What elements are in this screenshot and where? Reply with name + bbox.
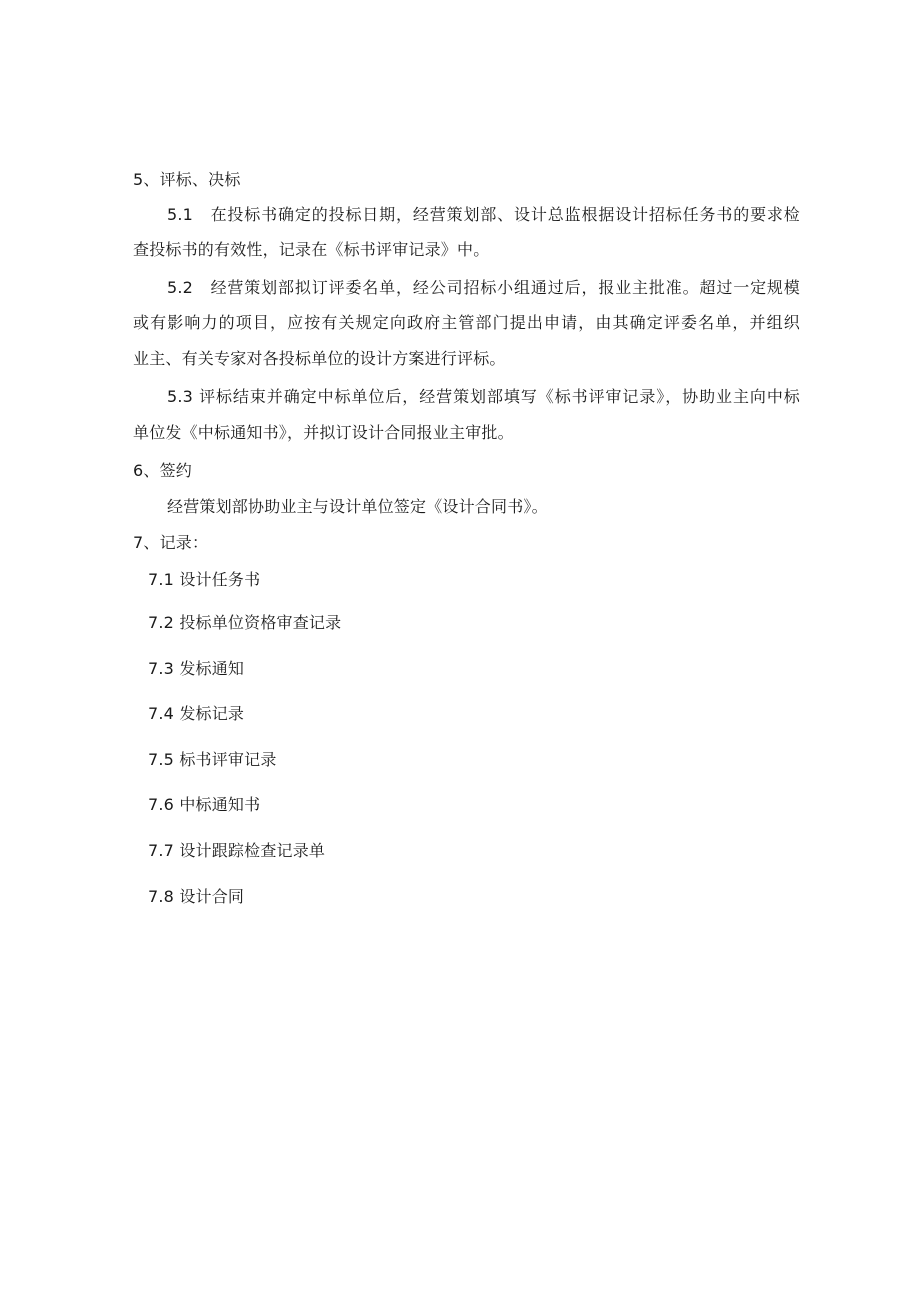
record-item-7-5: 7.5 标书评审记录 <box>148 750 277 769</box>
record-item-7-3: 7.3 发标通知 <box>148 659 245 678</box>
paragraph-5-3-line-2: 单位发《中标通知书》，并拟订设计合同报业主审批。 <box>133 423 514 442</box>
section-heading-7: 7、记录： <box>133 533 209 552</box>
section-heading-5: 5、评标、决标 <box>133 170 241 189</box>
paragraph-5-1-line-2: 查投标书的有效性，记录在《标书评审记录》中。 <box>133 240 490 259</box>
paragraph-5-3-line-1: 5.3 评标结束并确定中标单位后，经营策划部填写《标书评审记录》，协助业主向中标 <box>167 387 800 406</box>
paragraph-5-2-line-1: 5.2 经营策划部拟订评委名单，经公司招标小组通过后，报业主批准。超过一定规模 <box>167 278 800 297</box>
record-item-7-1: 7.1 设计任务书 <box>148 570 261 589</box>
section-heading-6: 6、签约 <box>133 461 192 480</box>
paragraph-5-2-line-2: 或有影响力的项目，应按有关规定向政府主管部门提出申请，由其确定评委名单，并组织 <box>133 313 800 332</box>
record-item-7-6: 7.6 中标通知书 <box>148 795 261 814</box>
paragraph-5-1-line-1: 5.1 在投标书确定的投标日期，经营策划部、设计总监根据设计招标任务书的要求检 <box>167 205 800 224</box>
record-item-7-8: 7.8 设计合同 <box>148 887 245 906</box>
record-item-7-7: 7.7 设计跟踪检查记录单 <box>148 841 326 860</box>
paragraph-6: 经营策划部协助业主与设计单位签定《设计合同书》。 <box>167 497 548 516</box>
record-item-7-2: 7.2 投标单位资格审查记录 <box>148 613 342 632</box>
paragraph-5-2-line-3: 业主、有关专家对各投标单位的设计方案进行评标。 <box>133 349 506 368</box>
record-item-7-4: 7.4 发标记录 <box>148 704 245 723</box>
